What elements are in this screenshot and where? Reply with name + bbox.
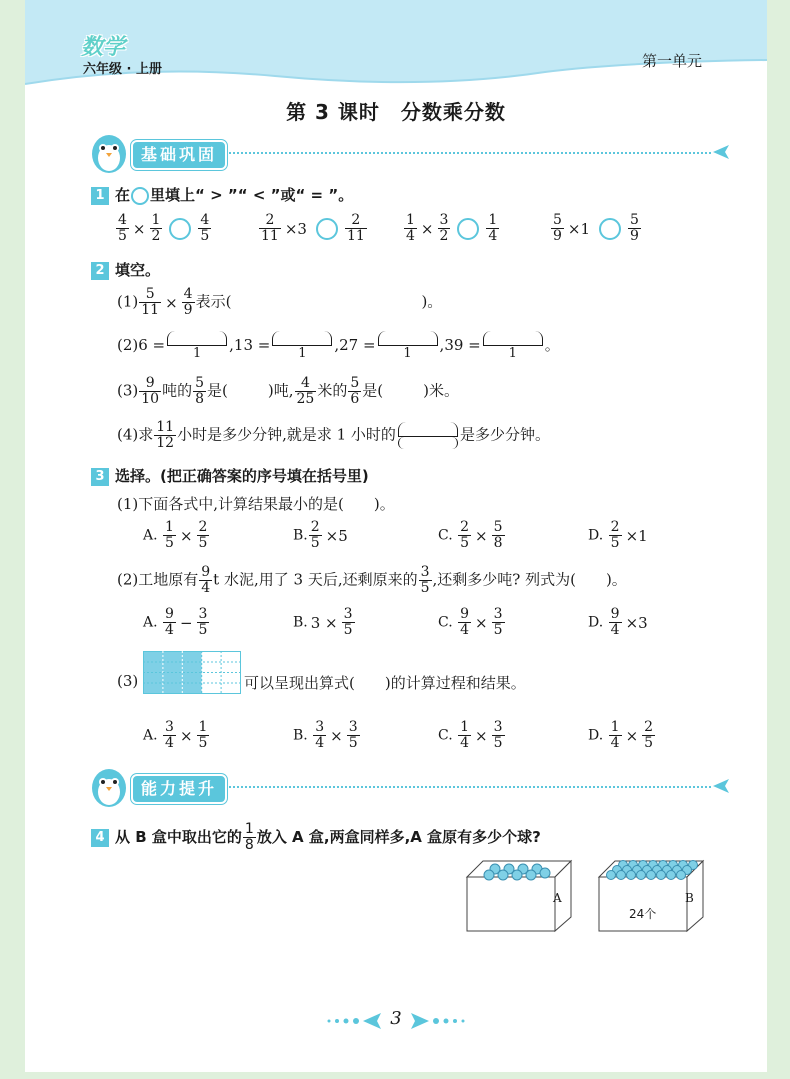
q3-3-label: (3) bbox=[117, 672, 139, 690]
box-a-label: A bbox=[553, 891, 562, 905]
section-basic bbox=[87, 128, 727, 174]
answer-circle[interactable] bbox=[599, 218, 621, 240]
answer-circle[interactable] bbox=[169, 218, 191, 240]
box-b-label: B bbox=[685, 891, 694, 905]
question-number: 3 bbox=[91, 468, 109, 486]
q3-2-choice-b[interactable]: B. 3 × $\frac{3}{5}$ bbox=[293, 606, 353, 638]
q2-part-3: (3) $\frac{9}{10}$ 吨的 $\frac{5}{8}$ 是( )吨, $\frac{4}{25}$ 米的 $\frac{5}{6}$ 是( )米。 bbox=[117, 375, 459, 407]
unit-label: 第一单元 bbox=[642, 52, 703, 70]
arrow-left-icon bbox=[713, 145, 729, 159]
q2-part-2: (2)6 = 1 ,13 = 1 ,27 = 1 ,39 = 1 。 bbox=[117, 331, 560, 361]
section-divider bbox=[229, 786, 711, 788]
q2-part-4: (4)求 $\frac{11}{12}$ 小时是多少分钟,就是求 1 小时的 是多少分钟。 bbox=[117, 419, 550, 451]
subject-logo: 数学 bbox=[81, 35, 126, 60]
q1-item-3: $\frac{1}{4}$ × $\frac{3}{2}$ $\frac{1}{4}$ bbox=[406, 212, 498, 244]
answer-blank[interactable] bbox=[398, 422, 458, 449]
q2-part-1: (1) $\frac{5}{11}$ × $\frac{4}{9}$ 表示( )。 bbox=[117, 286, 443, 318]
answer-blank[interactable]: 1 bbox=[483, 331, 543, 361]
q3-2-choice-d[interactable]: D. $\frac{9}{4}$ ×3 bbox=[588, 606, 648, 638]
question-number: 4 bbox=[91, 829, 109, 847]
section-basic-title: 基础巩固 bbox=[131, 140, 227, 170]
q1-item-1: $\frac{4}{5}$ × $\frac{1}{2}$ $\frac{4}{5}$ bbox=[118, 212, 210, 244]
answer-circle[interactable] bbox=[316, 218, 338, 240]
question-2-title: 2 填空。 bbox=[91, 259, 160, 280]
q3-2-choice-c[interactable]: C. $\frac{9}{4}$ × $\frac{3}{5}$ bbox=[438, 606, 503, 638]
answer-circle[interactable] bbox=[457, 218, 479, 240]
lesson-title: 第 3 课时 分数乘分数 bbox=[286, 100, 506, 124]
grade-label: 六年级 · 上册 bbox=[83, 62, 162, 77]
q3-1-choice-d[interactable]: D. $\frac{2}{5}$ ×1 bbox=[588, 519, 648, 551]
page-number: 3 bbox=[390, 1008, 402, 1029]
question-number: 1 bbox=[91, 187, 109, 205]
q3-part-2: (2)工地原有 $\frac{9}{4}$ t 水泥,用了 3 天后,还剩原来的 $\frac{3}{5}$ ,还剩多少吨? 列式为( )。 bbox=[117, 564, 627, 596]
penguin-icon bbox=[87, 128, 131, 174]
q1-item-2: $\frac{2}{11}$ ×3 $\frac{2}{11}$ bbox=[261, 212, 365, 244]
q3-part-3: 可以呈现出算式( )的计算过程和结果。 bbox=[244, 674, 526, 692]
q3-1-choice-b[interactable]: B. $\frac{2}{5}$ ×5 bbox=[293, 519, 348, 551]
section-ability-title: 能力提升 bbox=[131, 774, 227, 804]
q3-3-choice-c[interactable]: C. $\frac{1}{4}$ × $\frac{3}{5}$ bbox=[438, 719, 503, 751]
section-ability bbox=[87, 762, 727, 808]
answer-blank[interactable]: 1 bbox=[378, 331, 438, 361]
question-3-title: 3 选择。(把正确答案的序号填在括号里) bbox=[91, 465, 369, 486]
q1-item-4: $\frac{5}{9}$ ×1 $\frac{5}{9}$ bbox=[553, 212, 639, 244]
q3-1-choice-a[interactable]: A. $\frac{1}{5}$ × $\frac{2}{5}$ bbox=[143, 519, 208, 551]
q3-1-choice-c[interactable]: C. $\frac{2}{5}$ × $\frac{5}{8}$ bbox=[438, 519, 503, 551]
answer-blank[interactable]: 1 bbox=[272, 331, 332, 361]
q3-2-choice-a[interactable]: A. $\frac{9}{4}$ − $\frac{3}{5}$ bbox=[143, 606, 208, 638]
section-divider bbox=[229, 152, 711, 154]
compare-circle-icon bbox=[131, 187, 149, 205]
q3-3-choice-a[interactable]: A. $\frac{3}{4}$ × $\frac{1}{5}$ bbox=[143, 719, 208, 751]
fraction-grid-figure bbox=[143, 651, 243, 697]
penguin-icon bbox=[87, 762, 131, 808]
box-b-count: 24个 bbox=[629, 907, 657, 921]
question-4-title: 4 从 B 盒中取出它的 $\frac{1}{8}$ 放入 A 盒,两盒同样多,A 盒原有多少个球? bbox=[91, 822, 541, 853]
answer-blank[interactable]: 1 bbox=[167, 331, 227, 361]
arrow-left-icon bbox=[713, 779, 729, 793]
q3-3-choice-b[interactable]: B. $\frac{3}{4}$ × $\frac{3}{5}$ bbox=[293, 719, 358, 751]
q3-part-1: (1)下面各式中,计算结果最小的是( )。 bbox=[117, 495, 395, 513]
workbook-page bbox=[25, 0, 767, 1072]
question-number: 2 bbox=[91, 262, 109, 280]
question-1-title: 1 在 里填上“ > ”“ < ”或“ = ”。 bbox=[91, 184, 353, 205]
q3-3-choice-d[interactable]: D. $\frac{1}{4}$ × $\frac{2}{5}$ bbox=[588, 719, 654, 751]
